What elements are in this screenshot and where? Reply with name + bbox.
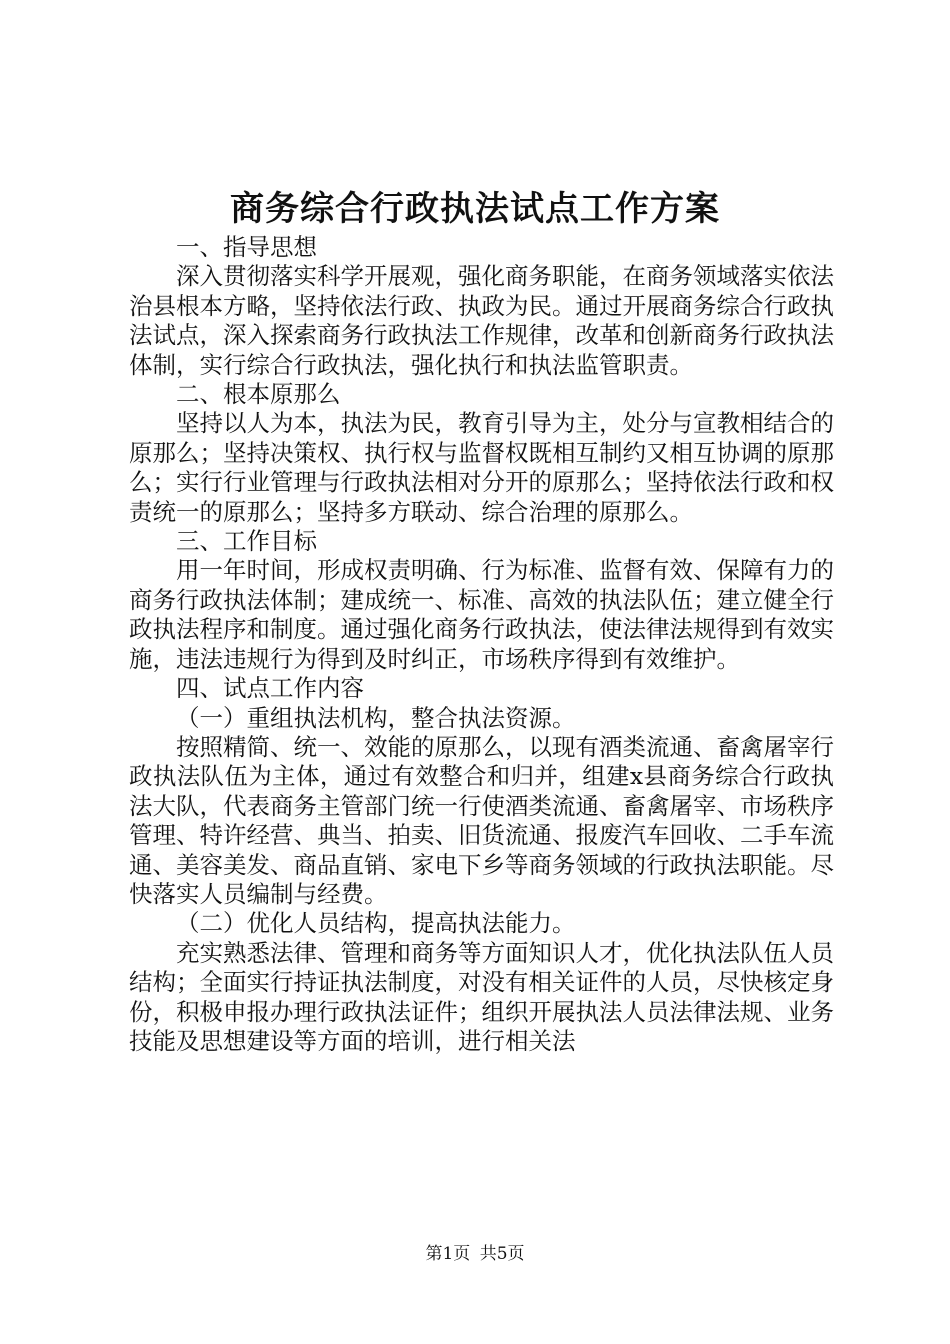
section-heading-pilot-content: 四、试点工作内容	[176, 674, 364, 703]
page-total: 共5页	[479, 1244, 525, 1264]
paragraph-basic-principles: 坚持以人为本，执法为民，教育引导为主，处分与宣教相结合的原那么；坚持决策权、执行权与监督权既相互制约又相互协调的原那么；实行行业管理与行政执法相对分开的原那么；坚持依法行政和权责统一的原那么；坚持多方联动、综合治理的原那么。	[129, 409, 834, 526]
document-body	[129, 233, 834, 1056]
paragraph-guiding-ideology: 深入贯彻落实科学开展观，强化商务职能，在商务领域落实依法治县根本方略，坚持依法行政、执政为民。通过开展商务综合行政执法试点，深入探索商务行政执法工作规律，改革和创新商务行政执法体制，实行综合行政执法，强化执行和执法监管职责。	[129, 262, 834, 379]
paragraph-subsection-2: 充实熟悉法律、管理和商务等方面知识人才，优化执法队伍人员结构；全面实行持证执法制度，对没有相关证件的人员，尽快核定身份，积极申报办理行政执法证件；组织开展执法人员法律法规、业务技能及思想建设等方面的培训，进行相关法	[129, 938, 834, 1055]
page-number: 第1页	[425, 1244, 471, 1264]
page-footer	[0, 1242, 950, 1266]
section-heading-guiding-ideology: 一、指导思想	[176, 233, 317, 261]
paragraph-work-goals: 用一年时间，形成权责明确、行为标准、监督有效、保障有力的商务行政执法体制；建成统一、标准、高效的执法队伍；建立健全行政执法程序和制度。通过强化商务行政执法，使法律法规得到有效实施，违法违规行为得到及时纠正，市场秩序得到有效维护。	[129, 556, 834, 673]
section-heading-basic-principles: 二、根本原那么	[176, 380, 341, 409]
document-title: 商务综合行政执法试点工作方案	[230, 189, 720, 229]
subsection-heading-1: （一）重组执法机构，整合执法资源。	[176, 703, 576, 732]
paragraph-subsection-1: 按照精简、统一、效能的原那么，以现有酒类流通、畜禽屠宰行政执法队伍为主体，通过有效整合和归并，组建x县商务综合行政执法大队，代表商务主管部门统一行使酒类流通、畜禽屠宰、市场秩序管理、特许经营、典当、拍卖、旧货流通、报废汽车回收、二手车流通、美容美发、商品直销、家电下乡等商务领域的行政执法职能。尽快落实人员编制与经费。	[129, 732, 834, 908]
section-heading-work-goals: 三、工作目标	[176, 527, 317, 556]
subsection-heading-2: （二）优化人员结构，提高执法能力。	[176, 909, 576, 938]
